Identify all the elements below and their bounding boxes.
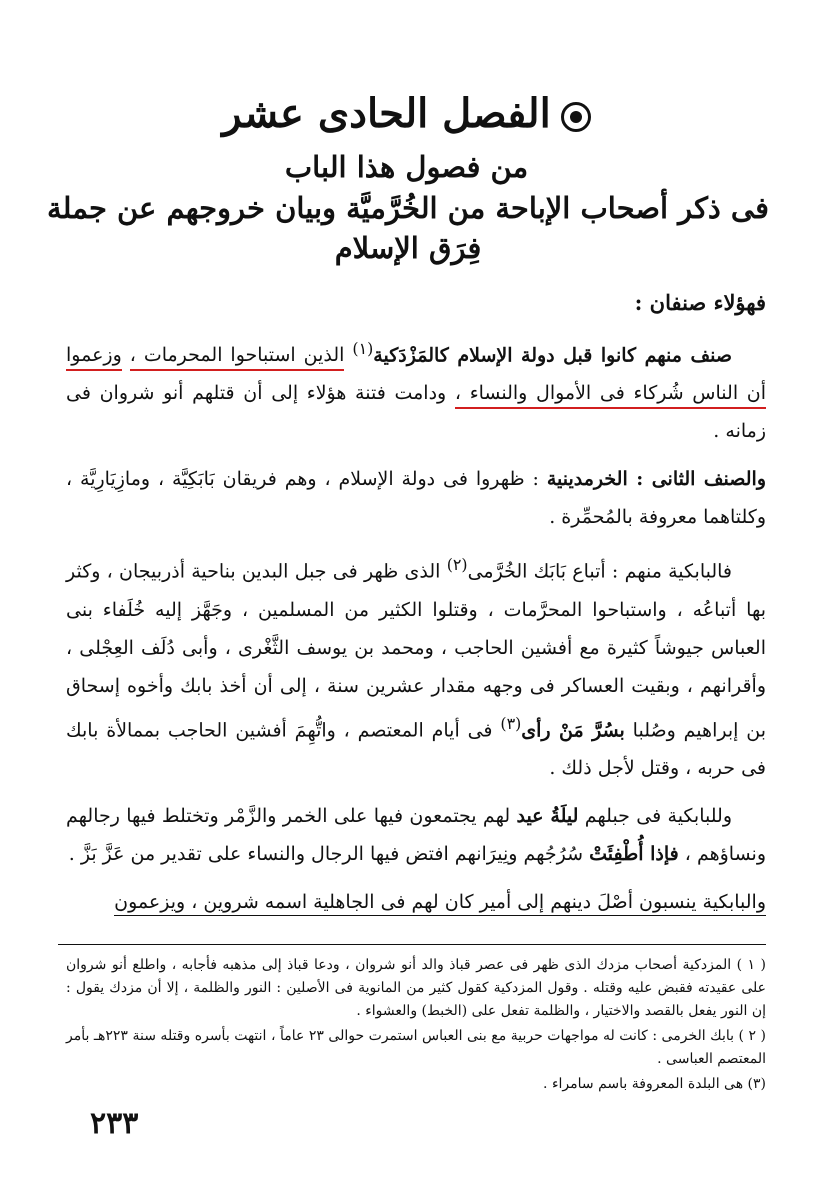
body-text bbox=[66, 284, 766, 921]
footnote-ref-3: (٣) bbox=[500, 713, 522, 733]
footnotes bbox=[66, 954, 766, 1098]
p3-lead: فالبابكية منهم : أتباع بَابَك الخُرَّمى bbox=[467, 560, 733, 583]
p1-term: كالمَزْدَكية bbox=[373, 344, 449, 367]
paragraph-5 bbox=[66, 883, 766, 921]
footnote-ref-1: (١) bbox=[352, 339, 374, 358]
p3-mid: الذى ظهر فى جبل البدين بناحية أذربيجان ، وكثر بها أتباعُه ، واستباحوا المحرَّمات ، وقتلوا الكثير من المسلمين ، وجَهَّز إليه خُلَفاء بنى العباس جيوشاً كثيرة مع أفشين الحاجب ، ومحمد بن يوسف الثَّغْرى ، وأبى دُلَف العِجْلى ، وأقرانهم ، وبقيت العساكر فى وجهه مقدار عشرين سنة ، إلى أن أخذ بابك وأخوه إسحاق بن إبراهيم وصُلبا bbox=[66, 560, 767, 741]
p3-place: بسُرَّ مَنْ رأى bbox=[521, 718, 625, 741]
chapter-title bbox=[150, 88, 663, 140]
section-title: فى ذكر أصحاب الإباحة من الخُرَّميَّة وبيان خروجهم عن جملة فِرَق الإسلام bbox=[47, 191, 769, 265]
paragraph-3 bbox=[66, 546, 766, 787]
paragraph-1 bbox=[66, 330, 766, 450]
footnote-2: ( ٢ ) بابك الخرمى : كانت له مواجهات حربية مع بنى العباس استمرت حوالى ٢٣ عاماً ، انتهت بأسره وقتله سنة ٢٢٣هـ بأمر المعتصم العباسى . bbox=[66, 1028, 767, 1067]
p4-lead: وللبابكية فى جبلهم bbox=[578, 804, 732, 827]
p4-mid: لهم يجتمعون فيها على الخمر والزَّمْر وتختلط فيها رجالهم ونساؤهم ، bbox=[66, 804, 766, 865]
bullet-circle-icon bbox=[561, 102, 591, 132]
footnote-3: (٣) هى البلدة المعروفة باسم سامراء . bbox=[543, 1076, 766, 1092]
p2-tail: : ظهروا فى دولة الإسلام ، وهم فريقان بَابَكِيَّة ، ومازِيَارِيَّة ، وكلتاهما معروفة بالمُحمِّرة . bbox=[66, 468, 766, 529]
p1-lead: صنف منهم كانوا قبل دولة الإسلام bbox=[448, 344, 732, 367]
p4-bold-1: ليلَةُ عيد bbox=[516, 804, 579, 827]
underlined-phrase-2: وزعموا أن الناس شُركاء فى الأموال والنساء ، bbox=[66, 344, 766, 409]
p4-tail: سُرُجُهم ونِيرَانهم افتض فيها الرجال والنساء على تقدير من عَزَّ بَزَّ . bbox=[68, 842, 590, 865]
intro-heading: فهؤلاء صنفان : bbox=[634, 290, 766, 315]
underlined-phrase-1: الذين استباحوا المحرمات ، bbox=[130, 344, 345, 371]
section-subtitle: من فصول هذا الباب bbox=[284, 150, 529, 184]
chapter-title-text: الفصل الحادى عشر bbox=[222, 90, 551, 137]
p4-bold-2: فإذا أُطْفِئَتْ bbox=[589, 842, 679, 865]
footnote-divider bbox=[58, 944, 766, 945]
page-number: ٢٣٣ bbox=[90, 1106, 139, 1141]
p3-tail: فى أيام المعتصم ، واتُّهِمَ أفشين الحاجب بممالأة بابك فى حربه ، وقتل لأجل ذلك . bbox=[66, 718, 766, 779]
footnote-ref-2: (٢) bbox=[446, 555, 468, 575]
p1-tail: ودامت فتنة هؤلاء إلى أن قتلهم أنو شروان فى زمانه . bbox=[66, 382, 766, 443]
paragraph-4 bbox=[66, 797, 766, 873]
paragraph-2 bbox=[66, 460, 766, 536]
p5-text: والبابكية ينسبون أصْلَ دينهم إلى أمير كان لهم فى الجاهلية اسمه شروين ، ويزعمون bbox=[114, 891, 766, 916]
p2-term: الخرمدينية bbox=[546, 468, 628, 491]
footnote-1: ( ١ ) المزدكية أصحاب مزدك الذى ظهر فى عصر قباذ والد أنو شروان ، ودعا قباذ إلى مذهبه فأجابه ، واطلع أنو شروان على عقيدته فقبض عليه وقتله . وقول المزدكية كقول كثير من المانوية فى الأصلين : النور والظلمة ، إلا أن مزدك يقول : إن النور يفعل بالقصد والاختيار ، والظلمة تفعل على (الخبط) والعشواء . bbox=[66, 957, 766, 1019]
p2-lead: والصنف الثانى : bbox=[627, 468, 766, 491]
